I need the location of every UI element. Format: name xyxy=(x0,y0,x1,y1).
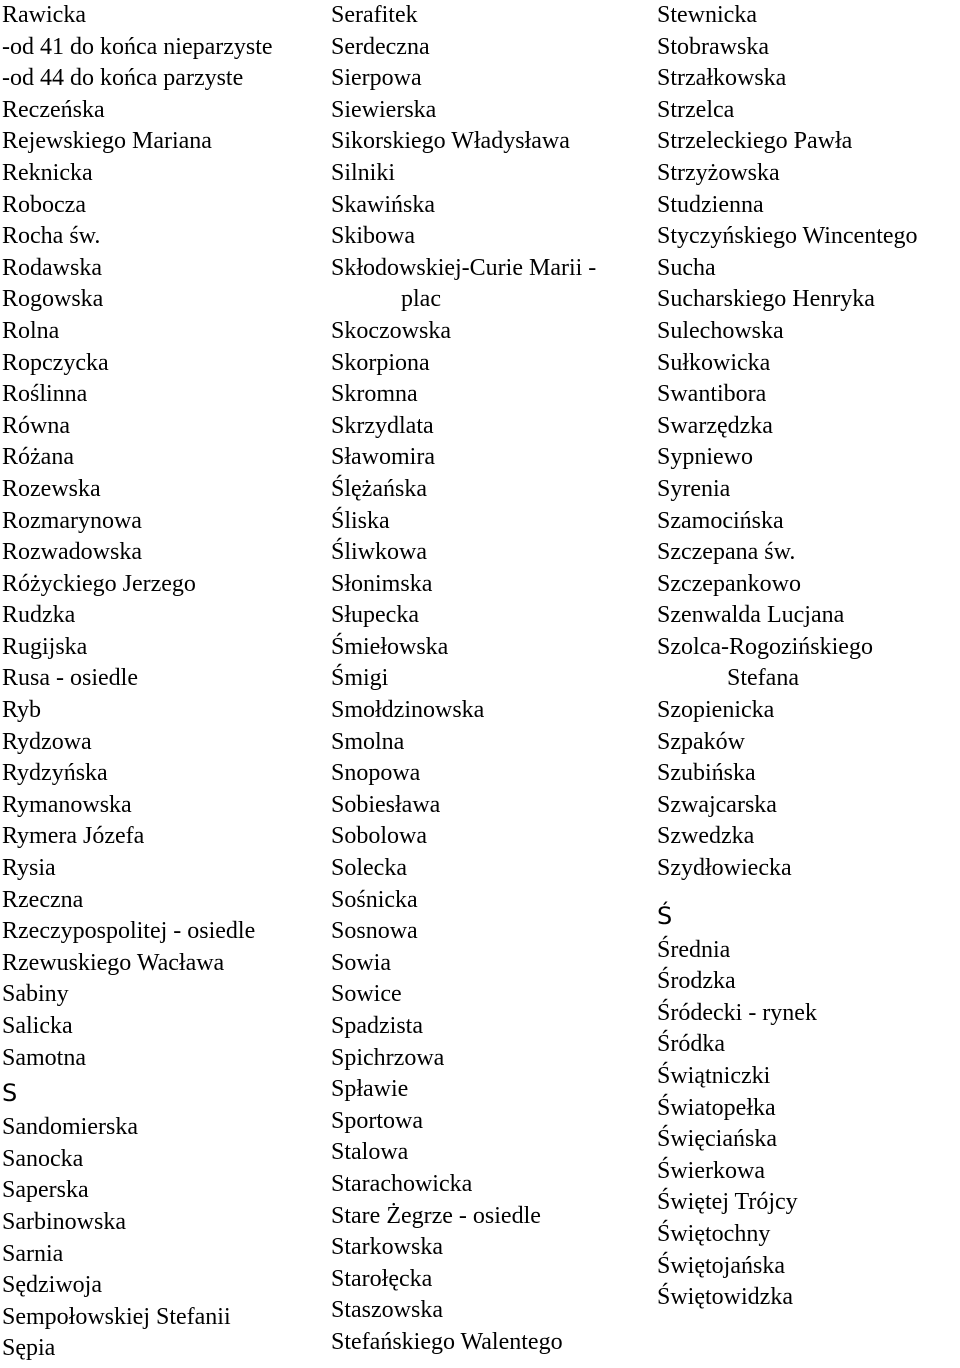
street-name: Strzelca xyxy=(657,96,735,123)
section-letter-heading: Ś xyxy=(657,901,673,930)
street-name: Sarbinowska xyxy=(2,1208,126,1235)
street-name: Spławie xyxy=(331,1076,409,1103)
street-name: Rawicka xyxy=(2,2,86,28)
street-name: Rolna xyxy=(2,317,60,344)
street-name: Rugijska xyxy=(2,633,88,660)
street-name: Różana xyxy=(2,444,74,471)
street-name: Sportowa xyxy=(331,1107,423,1134)
street-name: Starachowicka xyxy=(331,1170,473,1197)
street-name: Skawińska xyxy=(331,191,435,218)
street-name: Stewnicka xyxy=(657,2,757,28)
street-name: Rozwadowska xyxy=(2,539,142,566)
street-name: Rzeczna xyxy=(2,886,84,913)
street-name: Śliska xyxy=(331,507,390,534)
street-name: Rogowska xyxy=(2,286,104,313)
street-name: Świerkowa xyxy=(657,1157,765,1184)
street-name: Solecka xyxy=(331,855,407,882)
street-column-2 xyxy=(331,0,651,1359)
street-name: Sowice xyxy=(331,981,402,1008)
street-name: Sobiesława xyxy=(331,791,441,818)
street-name: Skoczowska xyxy=(331,317,451,344)
street-name: Serdeczna xyxy=(331,33,430,60)
street-name: Szolca-Rogozińskiego xyxy=(657,633,873,660)
street-name: Rymanowska xyxy=(2,791,132,818)
street-name: Świętochny xyxy=(657,1220,771,1247)
street-name: Stefańskiego Walentego xyxy=(331,1328,563,1355)
street-name: Rzewuskiego Wacława xyxy=(2,949,225,976)
street-name: Środzka xyxy=(657,968,736,995)
street-name: Świętojańska xyxy=(657,1252,785,1279)
street-name: Sarnia xyxy=(2,1240,64,1267)
street-name: Stare Żegrze - osiedle xyxy=(331,1202,541,1229)
street-name: Sowia xyxy=(331,949,391,976)
street-name: Snopowa xyxy=(331,760,421,787)
street-name: Szydłowiecka xyxy=(657,855,792,882)
street-name: Silniki xyxy=(331,159,396,186)
street-name: Studzienna xyxy=(657,191,764,218)
street-name: Słupecka xyxy=(331,602,419,629)
street-name: Sobolowa xyxy=(331,823,427,850)
street-name: Sępia xyxy=(2,1335,56,1362)
street-name: Sułkowicka xyxy=(657,349,771,376)
street-name: Sandomierska xyxy=(2,1114,138,1141)
street-name: Szubińska xyxy=(657,760,756,787)
street-name: Salicka xyxy=(2,1013,73,1039)
street-name-continuation: Stefana xyxy=(727,665,799,692)
street-name: Syrenia xyxy=(657,475,731,502)
street-name: Ślężańska xyxy=(331,475,427,502)
street-name: Rymera Józefa xyxy=(2,823,145,850)
street-name: Strzyżowska xyxy=(657,159,780,186)
street-name: Sosnowa xyxy=(331,918,418,945)
street-name: Sędziwoja xyxy=(2,1272,102,1299)
street-name: Święciańska xyxy=(657,1126,777,1153)
street-name-continuation: plac xyxy=(401,286,441,313)
street-name: Śliwkowa xyxy=(331,539,427,566)
street-name: Światopełka xyxy=(657,1094,776,1121)
street-name: Skromna xyxy=(331,381,418,408)
street-name: Reknicka xyxy=(2,159,93,186)
street-name: Styczyńskiego Wincentego xyxy=(657,223,918,250)
street-name: Rodawska xyxy=(2,254,102,281)
street-name: Śródka xyxy=(657,1031,725,1058)
street-name: Szamocińska xyxy=(657,507,784,534)
street-name: Staszowska xyxy=(331,1297,443,1324)
street-name: Średnia xyxy=(657,936,731,963)
street-name: Rozmarynowa xyxy=(2,507,142,534)
street-name: Rydzowa xyxy=(2,728,92,755)
street-name: Sucha xyxy=(657,254,716,281)
street-name: Różyckiego Jerzego xyxy=(2,570,196,597)
street-name: Sulechowska xyxy=(657,317,784,344)
street-name: Spadzista xyxy=(331,1013,423,1039)
street-name: Rysia xyxy=(2,855,56,882)
street-name: Strzałkowska xyxy=(657,65,787,92)
street-name: Śródecki - rynek xyxy=(657,999,817,1026)
street-name: Swantibora xyxy=(657,381,767,408)
street-name: -od 44 do końca parzyste xyxy=(2,65,244,92)
street-name: Reczeńska xyxy=(2,96,105,123)
street-name: Sierpowa xyxy=(331,65,422,92)
street-name: Spichrzowa xyxy=(331,1044,445,1071)
street-name: Śmiełowska xyxy=(331,633,449,660)
street-name: Rzeczypospolitej - osiedle xyxy=(2,918,256,945)
street-name: Szenwalda Lucjana xyxy=(657,602,845,629)
street-name: Ryb xyxy=(2,697,42,724)
street-name: Roślinna xyxy=(2,381,88,408)
street-name: Rydzyńska xyxy=(2,760,108,787)
street-name: Szpaków xyxy=(657,728,745,755)
street-name: Rocha św. xyxy=(2,223,101,250)
street-name: Sośnicka xyxy=(331,886,418,913)
street-name: Smołdzinowska xyxy=(331,697,485,724)
street-name: Serafitek xyxy=(331,2,418,28)
street-name: Samotna xyxy=(2,1044,86,1071)
street-name: Saperska xyxy=(2,1177,89,1204)
street-name: Skłodowskiej-Curie Marii - xyxy=(331,254,597,281)
street-name: Szwajcarska xyxy=(657,791,777,818)
street-name: Skrzydlata xyxy=(331,412,434,439)
street-name: Równa xyxy=(2,412,70,439)
street-name: Rudzka xyxy=(2,602,76,629)
street-name: Świętej Trójcy xyxy=(657,1189,798,1216)
street-name: -od 41 do końca nieparzyste xyxy=(2,33,273,60)
street-name: Skorpiona xyxy=(331,349,430,376)
street-name: Sławomira xyxy=(331,444,435,471)
street-name: Rejewskiego Mariana xyxy=(2,128,212,155)
street-name: Starkowska xyxy=(331,1234,443,1261)
street-name: Sempołowskiej Stefanii xyxy=(2,1303,231,1330)
street-name: Sypniewo xyxy=(657,444,753,471)
street-name: Szopienicka xyxy=(657,697,775,724)
street-name: Świątniczki xyxy=(657,1063,771,1089)
street-name: Słonimska xyxy=(331,570,433,597)
street-name: Sikorskiego Władysława xyxy=(331,128,570,155)
street-name: Świętowidzka xyxy=(657,1284,793,1311)
street-name: Szczepana św. xyxy=(657,539,796,566)
street-name: Skibowa xyxy=(331,223,415,250)
street-name: Stalowa xyxy=(331,1139,409,1166)
street-name: Sucharskiego Henryka xyxy=(657,286,875,313)
street-name: Rusa - osiedle xyxy=(2,665,138,692)
street-name: Ropczycka xyxy=(2,349,109,376)
street-name: Sanocka xyxy=(2,1145,84,1172)
section-letter-heading: S xyxy=(2,1079,18,1108)
street-name: Śmigi xyxy=(331,665,389,692)
street-name: Rozewska xyxy=(2,475,101,502)
street-name: Strzeleckiego Pawła xyxy=(657,128,853,155)
street-name: Stobrawska xyxy=(657,33,769,60)
street-name: Swarzędzka xyxy=(657,412,773,439)
street-name: Robocza xyxy=(2,191,86,218)
street-name: Szwedzka xyxy=(657,823,755,850)
street-column-1 xyxy=(2,0,322,1365)
street-name: Starołęcka xyxy=(331,1265,433,1292)
street-column-3 xyxy=(657,0,960,1314)
street-name: Smolna xyxy=(331,728,405,755)
street-name: Siewierska xyxy=(331,96,437,123)
street-name: Sabiny xyxy=(2,981,69,1008)
street-name: Szczepankowo xyxy=(657,570,801,597)
